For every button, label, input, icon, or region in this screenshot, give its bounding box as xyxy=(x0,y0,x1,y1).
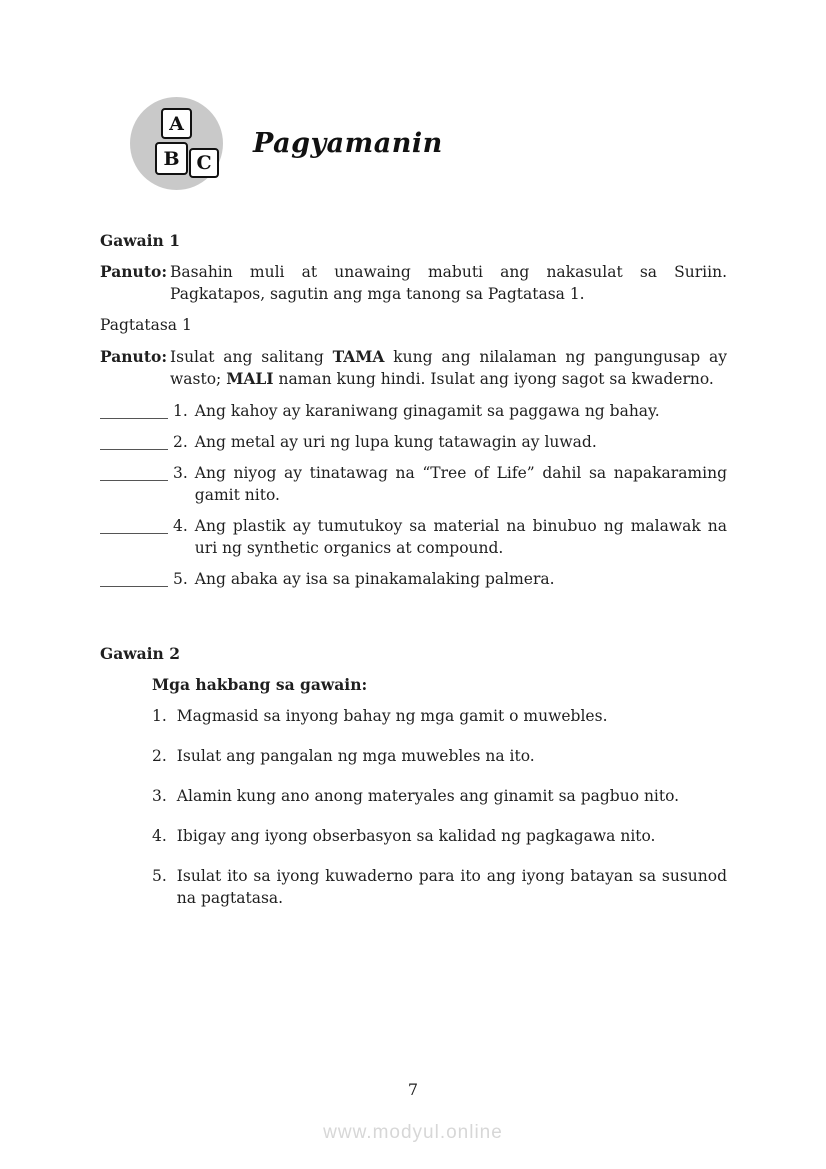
gawain2-subheading: Mga hakbang sa gawain: xyxy=(152,675,368,694)
abc-block-b-letter: B xyxy=(163,147,180,170)
item-number: 5. xyxy=(173,570,188,588)
step-number: 4. xyxy=(152,827,167,845)
item-text: Ang abaka ay isa sa pinakamalaking palmera. xyxy=(194,570,555,588)
answer-blank-line xyxy=(100,568,168,587)
step-text: Alamin kung ano anong materyales ang ginamit sa pagbuo nito. xyxy=(176,787,680,805)
true-false-item xyxy=(100,462,727,506)
answer-blank-line xyxy=(100,400,168,419)
page-number: 7 xyxy=(407,1080,419,1099)
step-item xyxy=(152,825,727,847)
page-content xyxy=(100,222,727,927)
keyword-tama: TAMA xyxy=(332,347,385,366)
answer-blank-line xyxy=(100,431,168,450)
abc-block-b xyxy=(155,142,188,175)
item-text: Ang kahoy ay karaniwang ginagamit sa paggawa ng bahay. xyxy=(194,402,660,420)
item-number: 3. xyxy=(173,464,188,482)
abc-blocks-icon xyxy=(130,97,223,190)
page-title: Pagyamanin xyxy=(253,128,443,159)
step-item xyxy=(152,785,727,807)
abc-block-c xyxy=(189,148,219,178)
step-number: 3. xyxy=(152,787,167,805)
item-text: Ang metal ay uri ng lupa kung tatawagin ay luwad. xyxy=(194,433,597,451)
gawain1-panuto2-text-pre: Isulat ang salitang xyxy=(170,348,333,366)
true-false-item xyxy=(100,400,727,422)
step-text: Magmasid sa inyong bahay ng mga gamit o muwebles. xyxy=(176,707,608,725)
step-item xyxy=(152,865,727,909)
step-text: Isulat ito sa iyong kuwaderno para ito ang iyong batayan sa susunod na pagtatasa. xyxy=(176,867,727,907)
gawain1-panuto2-text-post: naman kung hindi. Isulat ang iyong sagot sa kwaderno. xyxy=(273,370,714,388)
step-number: 1. xyxy=(152,707,167,725)
gawain1-panuto2-text-mid: kung ang nilalaman ng pangungusap ay wasto; xyxy=(170,348,727,388)
abc-block-c-letter: C xyxy=(196,152,212,174)
item-text: Ang plastik ay tumutukoy sa material na binubuo ng malawak na uri ng synthetic organics at compound. xyxy=(194,517,727,557)
step-number: 2. xyxy=(152,747,167,765)
item-number: 1. xyxy=(173,402,188,420)
keyword-mali: MALI xyxy=(226,369,274,388)
item-number: 4. xyxy=(173,517,188,535)
gawain1-panuto2-label: Panuto: xyxy=(100,347,168,366)
step-text: Isulat ang pangalan ng mga muwebles na ito. xyxy=(176,747,535,765)
item-text: Ang niyog ay tinatawag na “Tree of Life” dahil sa napakaraming gamit nito. xyxy=(194,464,727,504)
gawain2-heading: Gawain 2 xyxy=(100,644,181,663)
abc-block-a-letter: A xyxy=(169,112,184,135)
item-number: 2. xyxy=(173,433,188,451)
abc-block-a xyxy=(161,108,192,139)
true-false-item xyxy=(100,568,727,590)
gawain1-panuto1-text: Basahin muli at unawaing mabuti ang nakasulat sa Suriin. Pagkatapos, sagutin ang mga tanong sa Pagtatasa 1. xyxy=(170,263,727,303)
answer-blank-line xyxy=(100,462,168,481)
pagtatasa-label: Pagtatasa 1 xyxy=(100,316,192,334)
step-item xyxy=(152,705,727,727)
steps-list xyxy=(100,705,727,909)
gawain1-panuto2 xyxy=(100,346,727,390)
true-false-item xyxy=(100,431,727,453)
gawain1-panuto1 xyxy=(100,261,727,305)
true-false-item xyxy=(100,515,727,559)
answer-blank-line xyxy=(100,515,168,534)
step-text: Ibigay ang iyong obserbasyon sa kalidad ng pagkagawa nito. xyxy=(176,827,656,845)
gawain1-panuto1-label: Panuto: xyxy=(100,262,168,281)
step-number: 5. xyxy=(152,867,167,885)
gawain1-heading: Gawain 1 xyxy=(100,231,181,250)
true-false-item-list xyxy=(100,400,727,590)
step-item xyxy=(152,745,727,767)
watermark-text: www.modyul.online xyxy=(323,1122,503,1143)
